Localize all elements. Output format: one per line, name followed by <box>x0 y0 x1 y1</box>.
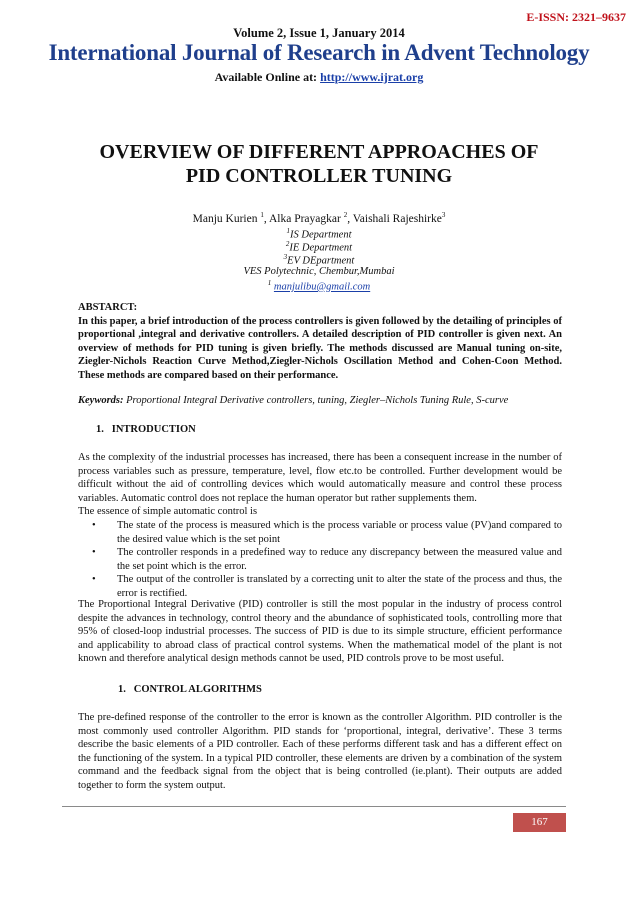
affiliation-2-text: IE Department <box>289 242 353 254</box>
keywords-line <box>78 394 562 408</box>
section-1-body <box>78 451 562 601</box>
list-item <box>78 519 562 546</box>
paper-title <box>0 140 638 188</box>
affiliation-3-text: EV DEpartment <box>287 255 355 267</box>
title-line-1: OVERVIEW OF DIFFERENT APPROACHES OF <box>99 141 539 163</box>
abstract-text: In this paper, a brief introduction of the process controllers is given followed by the detailing of principles of proportional ,integral and derivative controllers. A detailed description of PID controller is given next. An overview of methods for PID tuning is given briefly. The methods discussed are Manual tuning on-site, Ziegler-Nichols Reaction Curve Method,Ziegler-Nichols Oscillation Method and Cohen-Coon Method. These methods are compared based on their performance. <box>78 315 562 381</box>
available-prefix: Available Online at: <box>214 70 321 84</box>
page-number: 167 <box>513 813 566 832</box>
affiliation-1-sup: 1 <box>286 227 290 235</box>
journal-name: International Journal of Research in Advent Technology <box>48 40 590 65</box>
control-algorithms-paragraph: The pre-defined response of the controller to the error is known as the controller Algorithm. PID controller is the most commonly used controller Algorithm. PID stands for ‘proportional, integral, derivative’. These 3 terms describe the basic elements of a PID controller. Each of these performs different task and has a different effect on the functioning of the system. In a typical PID controller, these elements are driven by a combination of the system command and the feedback signal from the object that is being controlled (ie.plant). Their outputs are added together to form the system output. <box>78 712 562 791</box>
keywords-text: Proportional Integral Derivative controllers, tuning, Ziegler–Nichols Tuning Rule, S-curve <box>123 395 509 406</box>
author-3-sup: 3 <box>441 211 446 219</box>
author-2: , Alka Prayagkar <box>263 212 344 225</box>
author-3: , Vaishali Rajeshirke <box>347 212 442 225</box>
institution: VES Polytechnic, Chembur,Mumbai <box>243 266 395 277</box>
author-1: Manju Kurien <box>192 212 261 225</box>
email-sup: 1 <box>267 279 272 287</box>
intro-paragraph-1: As the complexity of the industrial processes has increased, there has been a consequent increase in the number of process variables such as pressure, temperature, level, flow etc.to be controlled. Further development would be difficult without the aid of controlling devices which would automatically measure and control these process variables. Automatic control does not replace the human operator but rather supplements them. <box>78 452 562 504</box>
email-line <box>0 279 638 293</box>
title-line-2: PID CONTROLLER TUNING <box>185 165 453 187</box>
author-1-sup: 1 <box>260 211 264 219</box>
volume-issue: Volume 2, Issue 1, January 2014 <box>233 26 405 40</box>
list-item-text: The state of the process is measured which is the process variable or process value (PV)and compared to the desired value which is the set point <box>117 519 562 545</box>
list-item <box>78 573 562 600</box>
journal-url-link[interactable]: http://www.ijrat.org <box>320 70 424 84</box>
section-1-number: 1. <box>96 424 104 435</box>
availability-line <box>0 70 638 85</box>
bullet-icon: • <box>92 547 96 559</box>
section-2-number: 1. <box>118 684 126 695</box>
bullet-icon: • <box>92 519 96 531</box>
affiliation-3-sup: 3 <box>283 253 288 261</box>
abstract-block <box>78 301 562 383</box>
email-link[interactable]: manjulibu@gmail.com <box>273 281 371 293</box>
section-1-heading <box>96 424 196 435</box>
section-2-heading <box>118 684 262 695</box>
affiliation-2 <box>0 240 638 254</box>
keywords-label: Keywords: <box>78 395 124 406</box>
author-2-sup: 2 <box>343 211 348 219</box>
essence-line: The essence of simple automatic control is <box>78 506 258 518</box>
section-1-title: INTRODUCTION <box>111 424 196 435</box>
bullet-icon: • <box>92 574 96 586</box>
affiliation-3 <box>0 253 638 267</box>
author-list <box>0 211 638 225</box>
list-item <box>78 546 562 573</box>
list-item-text: The controller responds in a predefined way to reduce any discrepancy between the measured value and the set point which is the error. <box>117 547 562 572</box>
footer-divider <box>62 806 566 807</box>
issn-label: E-ISSN: 2321–9637 <box>526 10 626 24</box>
affiliation-1 <box>0 227 638 241</box>
section-2-title: CONTROL ALGORITHMS <box>133 684 262 695</box>
affiliation-2-sup: 2 <box>285 240 290 248</box>
essence-list <box>78 519 562 601</box>
abstract-heading: ABSTARCT: <box>78 302 138 313</box>
list-item-text: The output of the controller is translated by a correcting unit to alter the state of the process and thus, the error is rectified. <box>117 574 562 599</box>
intro-paragraph-2: The Proportional Integral Derivative (PID) controller is still the most popular in the industry of process control despite the advances in technology, control theory and the abundance of sophisticated tools, controlling more that 95% of closed-loop industrial processes. The success of PID is due to its simple structure, efficient performance and applicability to abroad class of practical control systems. When the mathematical model of the plant is not known and therefore analytical design methods cannot be used, PID controls prove to be most useful. <box>78 599 562 665</box>
affiliation-1-text: IS Department <box>289 229 352 241</box>
